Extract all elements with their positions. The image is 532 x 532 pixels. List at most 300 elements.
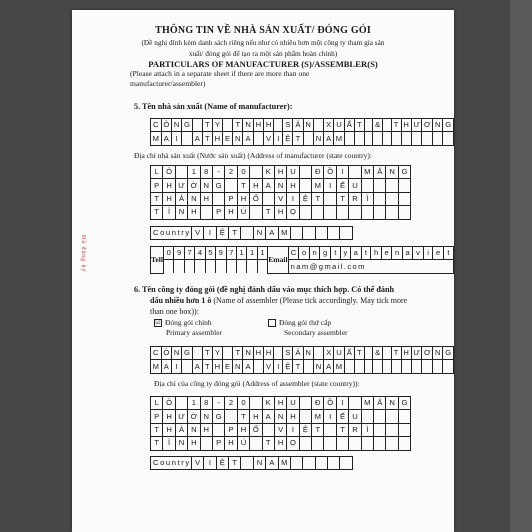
header-note-vi-1: (Đề nghị đính kèm danh sách riêng nếu như có nhiều hơn một công ty tham gia sản xyxy=(141,38,385,47)
grid-cell: H xyxy=(225,206,237,219)
grid-cell xyxy=(324,437,336,450)
manufacturer-country-grid xyxy=(150,226,353,240)
grid-cell: I xyxy=(287,423,299,436)
grid-cell: N xyxy=(171,119,181,132)
email-char: y xyxy=(340,247,350,260)
grid-cell: T xyxy=(262,437,274,450)
grid-cell xyxy=(192,119,202,132)
primary-checkbox-checked[interactable]: ☑ xyxy=(155,320,161,327)
grid-cell xyxy=(433,132,443,145)
grid-cell: H xyxy=(250,179,262,192)
grid-cell: G xyxy=(182,119,192,132)
grid-cell: A xyxy=(262,179,274,192)
grid-cell: H xyxy=(237,192,249,205)
grid-cell: T xyxy=(237,179,249,192)
grid-cell xyxy=(383,360,391,373)
grid-cell: N xyxy=(386,397,398,410)
grid-cell: P xyxy=(225,192,237,205)
grid-cell: U xyxy=(287,397,299,410)
grid-cell: Ư xyxy=(175,179,187,192)
assembler-country-grid xyxy=(150,456,353,470)
tell-empty-cell xyxy=(216,260,226,273)
grid-cell: S xyxy=(283,119,293,132)
grid-cell: H xyxy=(188,437,200,450)
grid-row xyxy=(151,423,411,436)
grid-cell xyxy=(364,132,372,145)
tell-empty-cell xyxy=(236,260,246,273)
grid-cell: Ấ xyxy=(344,347,354,360)
country-prefix: Country xyxy=(151,457,192,470)
grid-cell xyxy=(422,132,433,145)
grid-cell xyxy=(344,360,354,373)
grid-cell xyxy=(386,179,398,192)
email-char: t xyxy=(361,247,371,260)
grid-cell: U xyxy=(287,166,299,179)
grid-cell xyxy=(374,410,386,423)
grid-cell: N xyxy=(303,347,313,360)
grid-cell: À xyxy=(175,423,187,436)
grid-cell: Ồ xyxy=(324,397,336,410)
grid-row xyxy=(151,397,411,410)
grid-cell xyxy=(336,437,348,450)
tell-empty-cell xyxy=(247,260,257,273)
email-char: n xyxy=(309,247,319,260)
grid-cell: H xyxy=(274,206,286,219)
grid-cell: Ì xyxy=(361,192,373,205)
grid-cell: A xyxy=(324,360,334,373)
margin-stamp-text: Đã đăng ký xyxy=(80,235,86,273)
grid-cell: M xyxy=(151,132,162,145)
grid-cell xyxy=(241,227,253,240)
tell-digit: 0 xyxy=(163,247,173,260)
grid-cell xyxy=(361,206,373,219)
grid-cell xyxy=(391,132,401,145)
tell-empty-cell xyxy=(226,260,236,273)
tell-digit: 1 xyxy=(247,247,257,260)
email-char: t xyxy=(443,247,453,260)
grid-cell xyxy=(250,397,262,410)
grid-cell xyxy=(253,132,263,145)
grid-row xyxy=(151,360,454,373)
grid-cell: Ố xyxy=(250,423,262,436)
grid-cell: T xyxy=(202,119,212,132)
grid-cell: À xyxy=(175,192,187,205)
primary-assembler-option[interactable] xyxy=(154,318,212,327)
grid-cell xyxy=(354,132,364,145)
tell-empty-cell xyxy=(257,260,267,273)
grid-cell: Ă xyxy=(374,397,386,410)
grid-cell: 0 xyxy=(237,166,249,179)
grid-cell: G xyxy=(443,119,454,132)
header-note-en-2: manufacturer/assembler) xyxy=(130,79,206,88)
grid-cell xyxy=(391,360,401,373)
grid-cell: I xyxy=(274,132,283,145)
grid-cell: L xyxy=(151,397,163,410)
grid-cell: T xyxy=(202,132,212,145)
grid-cell: H xyxy=(212,132,222,145)
grid-cell: Ệ xyxy=(283,132,293,145)
grid-cell xyxy=(182,132,192,145)
email-char: a xyxy=(351,247,361,260)
grid-cell: H xyxy=(263,119,273,132)
grid-cell: Ệ xyxy=(216,227,228,240)
grid-cell: H xyxy=(274,397,286,410)
grid-cell xyxy=(303,132,313,145)
grid-cell: C xyxy=(151,119,162,132)
grid-row xyxy=(151,132,454,145)
grid-cell: H xyxy=(250,410,262,423)
secondary-label-vi: Đóng gói thứ cấp xyxy=(279,318,332,327)
grid-cell: T xyxy=(312,192,324,205)
grid-cell: N xyxy=(274,410,286,423)
grid-cell: I xyxy=(274,360,283,373)
assembler-address-label: Địa chỉ của công ty đóng gói (Address of assembler (state country)): xyxy=(154,379,360,388)
grid-cell: & xyxy=(373,347,383,360)
grid-cell xyxy=(398,423,410,436)
grid-cell xyxy=(253,360,263,373)
grid-cell: Ế xyxy=(336,410,348,423)
grid-cell xyxy=(398,179,410,192)
grid-cell: V xyxy=(191,227,203,240)
tell-digit: 4 xyxy=(195,247,205,260)
grid-cell xyxy=(336,206,348,219)
secondary-assembler-option[interactable] xyxy=(268,318,331,327)
grid-cell: N xyxy=(233,360,243,373)
grid-cell xyxy=(443,132,454,145)
grid-cell xyxy=(225,410,237,423)
grid-cell: I xyxy=(336,166,348,179)
grid-cell xyxy=(361,410,373,423)
grid-cell: V xyxy=(274,423,286,436)
grid-cell: N xyxy=(233,132,243,145)
grid-cell xyxy=(262,192,274,205)
grid-cell: N xyxy=(303,119,313,132)
grid-cell: L xyxy=(151,166,163,179)
grid-cell xyxy=(373,132,383,145)
section-5-title: 5. Tên nhà sản xuất (Name of manufacturer): xyxy=(134,102,293,111)
grid-cell: M xyxy=(334,360,345,373)
document-header xyxy=(82,25,444,89)
grid-cell: R xyxy=(349,423,361,436)
grid-cell: T xyxy=(202,347,212,360)
grid-cell: A xyxy=(243,360,253,373)
email-char: o xyxy=(299,247,309,260)
grid-cell: H xyxy=(163,179,175,192)
grid-cell: Ế xyxy=(336,179,348,192)
grid-cell: M xyxy=(278,457,290,470)
grid-cell: T xyxy=(293,132,303,145)
grid-row xyxy=(151,410,411,423)
grid-cell: A xyxy=(192,132,202,145)
grid-cell xyxy=(328,457,340,470)
grid-cell: Ì xyxy=(361,423,373,436)
grid-cell: A xyxy=(192,360,202,373)
grid-cell: E xyxy=(223,360,233,373)
grid-cell: V xyxy=(263,132,273,145)
grid-cell xyxy=(290,457,302,470)
grid-cell: Ú xyxy=(237,206,249,219)
grid-cell xyxy=(315,457,327,470)
manufacturer-contact-grid xyxy=(150,246,454,274)
grid-cell xyxy=(398,437,410,450)
grid-cell xyxy=(312,437,324,450)
grid-cell: X xyxy=(324,347,334,360)
grid-cell: A xyxy=(243,132,253,145)
grid-cell: P xyxy=(212,437,224,450)
grid-cell xyxy=(274,347,283,360)
grid-cell xyxy=(398,410,410,423)
grid-cell: T xyxy=(151,437,163,450)
tell-digit: 5 xyxy=(205,247,215,260)
grid-cell: N xyxy=(171,347,181,360)
grid-cell xyxy=(212,192,224,205)
grid-cell: T xyxy=(228,227,240,240)
grid-cell: Ư xyxy=(411,347,422,360)
grid-cell xyxy=(340,227,352,240)
grid-cell: Ỉ xyxy=(163,437,175,450)
grid-cell: Ô xyxy=(163,397,175,410)
email-char: t xyxy=(330,247,340,260)
grid-cell: Ơ xyxy=(422,347,433,360)
grid-cell: N xyxy=(313,360,323,373)
grid-cell xyxy=(344,132,354,145)
grid-cell: T xyxy=(336,423,348,436)
primary-label-en: Primary assembler xyxy=(166,328,223,337)
email-char: C xyxy=(288,247,299,260)
grid-cell: M xyxy=(334,132,345,145)
grid-cell: N xyxy=(243,119,253,132)
grid-cell: I xyxy=(324,410,336,423)
grid-cell: Đ xyxy=(312,166,324,179)
grid-cell: V xyxy=(191,457,203,470)
grid-cell: 2 xyxy=(225,166,237,179)
grid-cell: T xyxy=(354,119,364,132)
grid-cell: T xyxy=(391,347,401,360)
grid-cell: Ú xyxy=(237,437,249,450)
grid-cell: Ệ xyxy=(283,360,293,373)
grid-cell: Ờ xyxy=(188,410,200,423)
country-row xyxy=(151,227,353,240)
grid-cell: Ă xyxy=(374,166,386,179)
tell-digit: 9 xyxy=(174,247,184,260)
grid-cell: Ả xyxy=(293,347,303,360)
grid-cell xyxy=(411,132,422,145)
grid-cell: T xyxy=(151,192,163,205)
page-title-en: PARTICULARS OF MANUFACTURER (S)/ASSEMBLER(S) xyxy=(148,59,378,69)
grid-cell: V xyxy=(263,360,273,373)
grid-cell: H xyxy=(274,437,286,450)
grid-cell xyxy=(398,192,410,205)
grid-cell: K xyxy=(262,166,274,179)
grid-cell: T xyxy=(228,457,240,470)
tell-label: Tell xyxy=(151,247,164,274)
grid-cell xyxy=(401,360,411,373)
grid-row xyxy=(151,347,454,360)
grid-cell xyxy=(401,132,411,145)
grid-cell: T xyxy=(237,410,249,423)
grid-cell: Ệ xyxy=(299,423,311,436)
grid-cell xyxy=(262,423,274,436)
tell-digit: 1 xyxy=(257,247,267,260)
grid-cell xyxy=(303,457,315,470)
grid-cell: A xyxy=(266,227,278,240)
grid-cell: Ả xyxy=(293,119,303,132)
grid-cell xyxy=(386,410,398,423)
grid-cell xyxy=(299,397,311,410)
grid-cell xyxy=(274,119,283,132)
grid-cell: A xyxy=(161,132,171,145)
grid-cell: T xyxy=(262,206,274,219)
grid-cell xyxy=(223,347,233,360)
grid-cell: P xyxy=(212,206,224,219)
grid-cell: H xyxy=(163,423,175,436)
grid-cell: M xyxy=(312,410,324,423)
grid-cell: G xyxy=(212,410,224,423)
grid-cell: U xyxy=(334,119,345,132)
grid-cell xyxy=(299,410,311,423)
grid-cell: & xyxy=(373,119,383,132)
grid-cell: A xyxy=(161,360,171,373)
email-char: v xyxy=(413,247,423,260)
grid-cell xyxy=(312,206,324,219)
grid-cell: 8 xyxy=(200,397,212,410)
grid-cell: H xyxy=(163,192,175,205)
grid-cell: H xyxy=(237,423,249,436)
grid-cell: P xyxy=(225,423,237,436)
grid-cell: I xyxy=(204,227,216,240)
grid-cell: A xyxy=(324,132,334,145)
grid-cell: Y xyxy=(212,347,222,360)
grid-cell xyxy=(328,227,340,240)
grid-cell: Ờ xyxy=(188,179,200,192)
document-page xyxy=(72,10,454,532)
section-6-title-3: than one box)): xyxy=(150,307,199,316)
grid-cell: T xyxy=(336,192,348,205)
grid-cell xyxy=(324,423,336,436)
email-line-2: nam@gmail.com xyxy=(288,260,453,273)
section-6-bold: dấu nhiều hơn 1 ô xyxy=(150,296,212,305)
grid-cell: 0 xyxy=(237,397,249,410)
grid-cell: I xyxy=(324,179,336,192)
grid-cell xyxy=(223,119,233,132)
tell-empty-cell xyxy=(184,260,194,273)
grid-cell: C xyxy=(151,347,162,360)
grid-cell: N xyxy=(200,410,212,423)
grid-cell: Ệ xyxy=(216,457,228,470)
grid-cell: N xyxy=(188,423,200,436)
grid-cell: T xyxy=(312,423,324,436)
grid-cell: X xyxy=(324,119,334,132)
grid-cell xyxy=(374,437,386,450)
grid-cell: N xyxy=(200,179,212,192)
grid-cell xyxy=(364,119,372,132)
grid-cell: M xyxy=(278,227,290,240)
grid-cell: N xyxy=(253,227,265,240)
grid-cell xyxy=(443,360,454,373)
grid-cell: M xyxy=(151,360,162,373)
grid-cell: V xyxy=(274,192,286,205)
grid-cell xyxy=(299,206,311,219)
grid-cell xyxy=(250,437,262,450)
grid-cell xyxy=(225,179,237,192)
grid-cell xyxy=(324,206,336,219)
email-char: g xyxy=(320,247,330,260)
section-6-rest: (Name of assembler (Please tick accordingly. May tick more xyxy=(211,296,408,305)
grid-cell: N xyxy=(175,206,187,219)
grid-cell xyxy=(422,360,433,373)
grid-cell: T xyxy=(354,347,364,360)
section-6-title-2 xyxy=(150,296,407,305)
grid-cell xyxy=(411,360,422,373)
manufacturer-address-label: Địa chỉ nhà sản xuất (Nước sản xuất) (Address of manufacturer (state country): xyxy=(134,151,372,160)
grid-cell xyxy=(374,206,386,219)
grid-cell: 8 xyxy=(200,166,212,179)
secondary-checkbox[interactable] xyxy=(268,319,276,327)
grid-cell xyxy=(299,437,311,450)
grid-cell xyxy=(349,397,361,410)
grid-cell: T xyxy=(293,360,303,373)
grid-cell xyxy=(433,360,443,373)
grid-cell: I xyxy=(336,397,348,410)
grid-cell xyxy=(315,227,327,240)
grid-cell: U xyxy=(349,410,361,423)
tell-empty-cell xyxy=(174,260,184,273)
grid-cell xyxy=(299,166,311,179)
email-char: a xyxy=(402,247,412,260)
email-char: e xyxy=(433,247,443,260)
grid-cell: G xyxy=(398,166,410,179)
grid-cell xyxy=(200,206,212,219)
grid-cell: T xyxy=(233,119,243,132)
email-char: i xyxy=(423,247,433,260)
grid-cell xyxy=(361,437,373,450)
grid-cell xyxy=(364,347,372,360)
grid-cell: N xyxy=(433,347,443,360)
grid-cell xyxy=(374,179,386,192)
grid-row xyxy=(151,206,411,219)
assembler-name-grid xyxy=(150,346,454,374)
grid-cell xyxy=(212,423,224,436)
grid-cell xyxy=(386,423,398,436)
viewer-scrollbar[interactable] xyxy=(510,0,532,532)
primary-label-vi: Đóng gói chính xyxy=(165,318,212,327)
grid-cell: H xyxy=(212,360,222,373)
grid-cell: H xyxy=(274,166,286,179)
grid-cell: N xyxy=(175,437,187,450)
grid-cell: Ô xyxy=(161,347,171,360)
grid-cell: E xyxy=(223,132,233,145)
grid-cell xyxy=(349,166,361,179)
grid-cell: 1 xyxy=(188,397,200,410)
grid-cell: T xyxy=(202,360,212,373)
grid-cell: H xyxy=(401,347,411,360)
grid-cell: - xyxy=(212,397,224,410)
grid-cell xyxy=(290,227,302,240)
email-char: n xyxy=(392,247,402,260)
grid-row xyxy=(151,437,411,450)
grid-cell: H xyxy=(163,410,175,423)
tell-empty-cell xyxy=(195,260,205,273)
grid-cell xyxy=(250,166,262,179)
grid-cell: T xyxy=(233,347,243,360)
grid-cell: S xyxy=(283,347,293,360)
tell-empty-cell xyxy=(163,260,173,273)
grid-cell xyxy=(361,179,373,192)
grid-cell: 2 xyxy=(225,397,237,410)
grid-cell: H xyxy=(287,179,299,192)
grid-cell: N xyxy=(274,179,286,192)
grid-cell: M xyxy=(361,166,373,179)
